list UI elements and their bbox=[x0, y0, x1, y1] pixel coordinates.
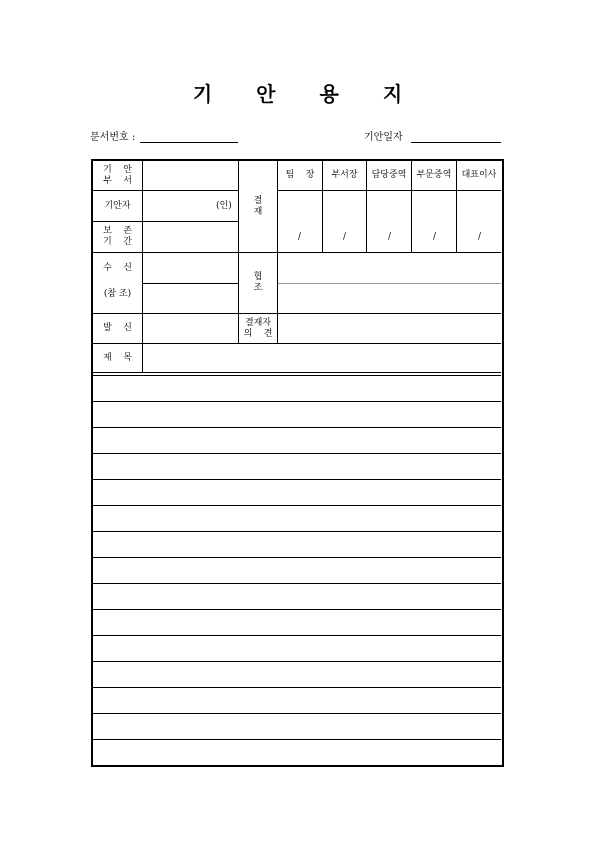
subject-label: 제 목 bbox=[103, 352, 132, 363]
body-line bbox=[93, 505, 501, 506]
date-slash: / bbox=[343, 232, 347, 242]
cooperation-label: 협 조 bbox=[253, 272, 263, 293]
drafter-label: 기안자 bbox=[104, 200, 131, 211]
body-line bbox=[93, 687, 501, 688]
page-title bbox=[0, 78, 595, 107]
rule bbox=[93, 372, 501, 373]
date-slash: / bbox=[433, 232, 437, 242]
retention-field[interactable] bbox=[143, 222, 238, 252]
approval-col-exec: 담당중역 bbox=[371, 170, 407, 180]
cooperation-field[interactable] bbox=[278, 284, 501, 313]
sender-label: 발 신 bbox=[103, 323, 132, 333]
cooperation-field[interactable] bbox=[278, 253, 501, 283]
body-line bbox=[93, 739, 501, 740]
reference-label: (참 조) bbox=[103, 288, 132, 299]
draft-date-label: 기안일자 bbox=[364, 132, 403, 143]
body-line bbox=[93, 661, 501, 662]
title-char: 안 bbox=[256, 82, 276, 106]
seal-mark: (인) bbox=[216, 201, 232, 211]
dept-label: 기 안 부 서 bbox=[103, 164, 132, 186]
body-line bbox=[93, 453, 501, 454]
approval-col-dept-head: 부서장 bbox=[331, 170, 358, 180]
approval-col-division-exec: 부문중역 bbox=[416, 170, 452, 180]
approval-col-team-lead: 팀 장 bbox=[285, 170, 315, 180]
reference-field[interactable] bbox=[143, 284, 238, 313]
body-line bbox=[93, 713, 501, 714]
body-line bbox=[93, 531, 501, 532]
date-slash: / bbox=[298, 232, 302, 242]
draft-date-field[interactable] bbox=[411, 142, 501, 143]
body-line bbox=[93, 635, 501, 636]
approver-opinion-label: 결재자 의 견 bbox=[243, 317, 273, 339]
approver-opinion-field[interactable] bbox=[278, 314, 501, 343]
doc-number-field[interactable] bbox=[140, 142, 238, 143]
body-line bbox=[93, 609, 501, 610]
body-line bbox=[93, 427, 501, 428]
sender-field[interactable] bbox=[143, 314, 238, 343]
date-slash: / bbox=[478, 232, 482, 242]
subject-field[interactable] bbox=[143, 344, 501, 372]
date-slash: / bbox=[388, 232, 392, 242]
title-char: 용 bbox=[319, 82, 339, 106]
doc-number-label: 문서번호 : bbox=[90, 132, 136, 143]
body-line bbox=[93, 401, 501, 402]
body-line bbox=[93, 479, 501, 480]
dept-field[interactable] bbox=[143, 161, 238, 190]
title-char: 지 bbox=[382, 82, 403, 106]
recipient-field[interactable] bbox=[143, 253, 238, 283]
retention-label: 보 존 기 간 bbox=[103, 226, 132, 247]
body-line bbox=[93, 557, 501, 558]
approval-col-ceo: 대표이사 bbox=[461, 170, 497, 180]
body-line bbox=[93, 583, 501, 584]
approval-label: 결 재 bbox=[253, 195, 263, 217]
rule bbox=[93, 375, 501, 376]
title-char: 기 bbox=[192, 82, 213, 106]
recipient-label: 수 신 bbox=[103, 262, 132, 273]
